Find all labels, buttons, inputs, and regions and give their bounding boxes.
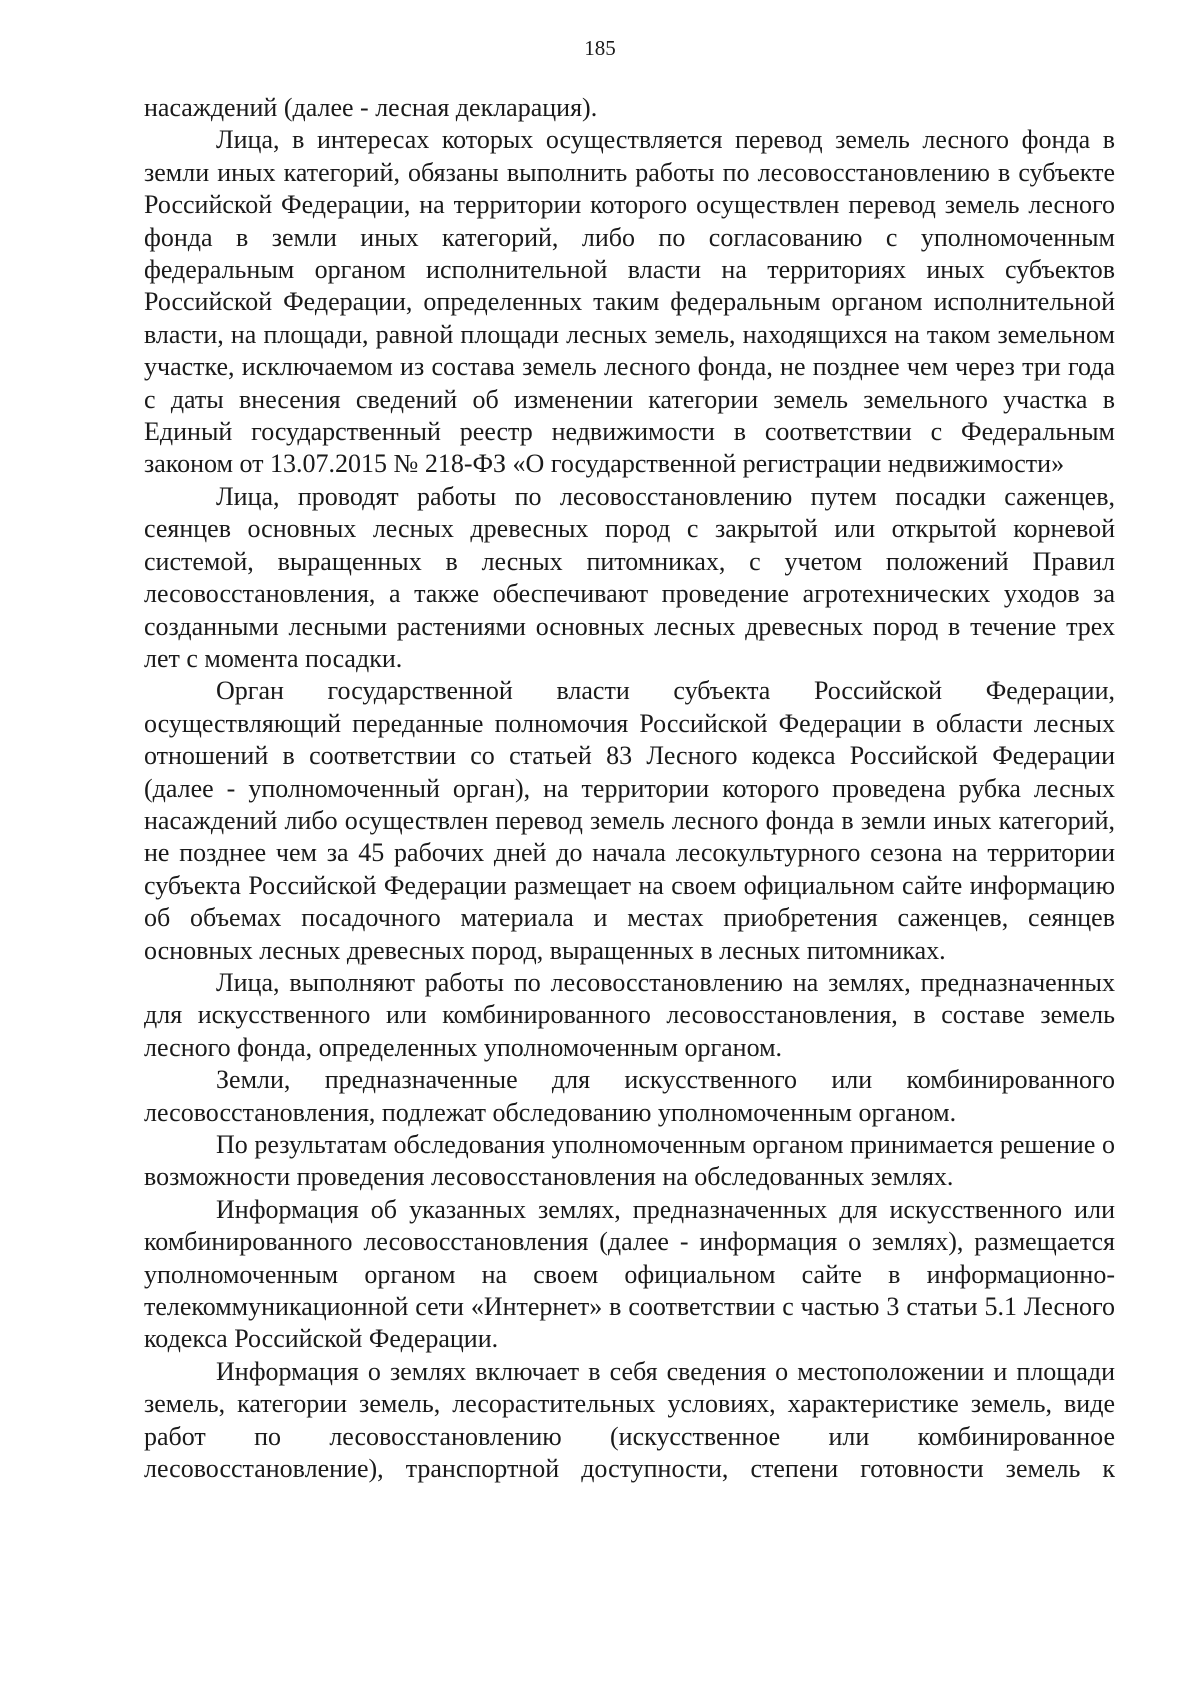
- paragraph-works-on-lands: Лица, выполняют работы по лесовосстановлению на землях, предназначенных для искусственного или комбинированного лесовосстановления, в составе земель лесного фонда, определенных уполномоченным органом.: [144, 967, 1115, 1062]
- document-body: [144, 92, 1115, 1485]
- paragraph-land-transfer-reforestation: Лица, в интересах которых осуществляется перевод земель лесного фонда в земли иных категорий, обязаны выполнить работы по лесовосстановлению в субъекте Российской Федерации, на территории которого осуществлен перевод земель лесного фонда в земли иных категорий, либо по согласованию с уполномоченным федеральным органом исполнительной власти на территориях иных субъектов Российской Федерации, определенных таким федеральным органом исполнительной власти, на площади, равной площади лесных земель, находящихся на таком земельном участке, исключаемом из состава земель лесного фонда, не позднее чем через три года с даты внесения сведений об изменении категории земель земельного участка в Единый государственный реестр недвижимости в соответствии с Федеральным законом от 13.07.2015 № 218-ФЗ «О государственной регистрации недвижимости»: [144, 125, 1115, 479]
- paragraph-planting-works: Лица, проводят работы по лесовосстановлению путем посадки саженцев, сеянцев основных лесных древесных пород с закрытой или открытой корневой системой, выращенных в лесных питомниках, с учетом положений Правил лесовосстановления, а также обеспечивают проведение агротехнических уходов за созданными лесными растениями основных лесных древесных пород в течение трех лет с момента посадки.: [144, 481, 1115, 673]
- paragraph-land-inspection: Земли, предназначенные для искусственного или комбинированного лесовосстановления, подлежат обследованию уполномоченным органом.: [144, 1065, 1115, 1127]
- page-number: 185: [584, 36, 616, 60]
- paragraph-land-information-publication: Информация об указанных землях, предназначенных для искусственного или комбинированного лесовосстановления (далее - информация о землях), размещается уполномоченным органом на своем официальном сайте в информационно-телекоммуникационной сети «Интернет» в соответствии с частью 3 статьи 5.1 Лесного кодекса Российской Федерации.: [144, 1194, 1115, 1354]
- paragraph-authorized-body: Орган государственной власти субъекта Российской Федерации, осуществляющий переданные полномочия Российской Федерации в области лесных отношений в соответствии со статьей 83 Лесного кодекса Российской Федерации (далее - уполномоченный орган), на территории которого проведена рубка лесных насаждений либо осуществлен перевод земель лесного фонда в земли иных категорий, не позднее чем за 45 рабочих дней до начала лесокультурного сезона на территории субъекта Российской Федерации размещает на своем официальном сайте информацию об объемах посадочного материала и местах приобретения саженцев, сеянцев основных лесных древесных пород, выращенных в лесных питомниках.: [144, 676, 1115, 965]
- paragraph-continuation: насаждений (далее - лесная декларация).: [144, 93, 598, 122]
- paragraph-land-information-contents: Информация о землях включает в себя сведения о местоположении и площади земель, категории земель, лесорастительных условиях, характеристике земель, виде работ по лесовосстановлению (искусственное или комбинированное лесовосстановление), транспортной доступности, степени готовности земель к: [144, 1356, 1115, 1484]
- paragraph-inspection-decision: По результатам обследования уполномоченным органом принимается решение о возможности проведения лесовосстановления на обследованных землях.: [144, 1130, 1115, 1192]
